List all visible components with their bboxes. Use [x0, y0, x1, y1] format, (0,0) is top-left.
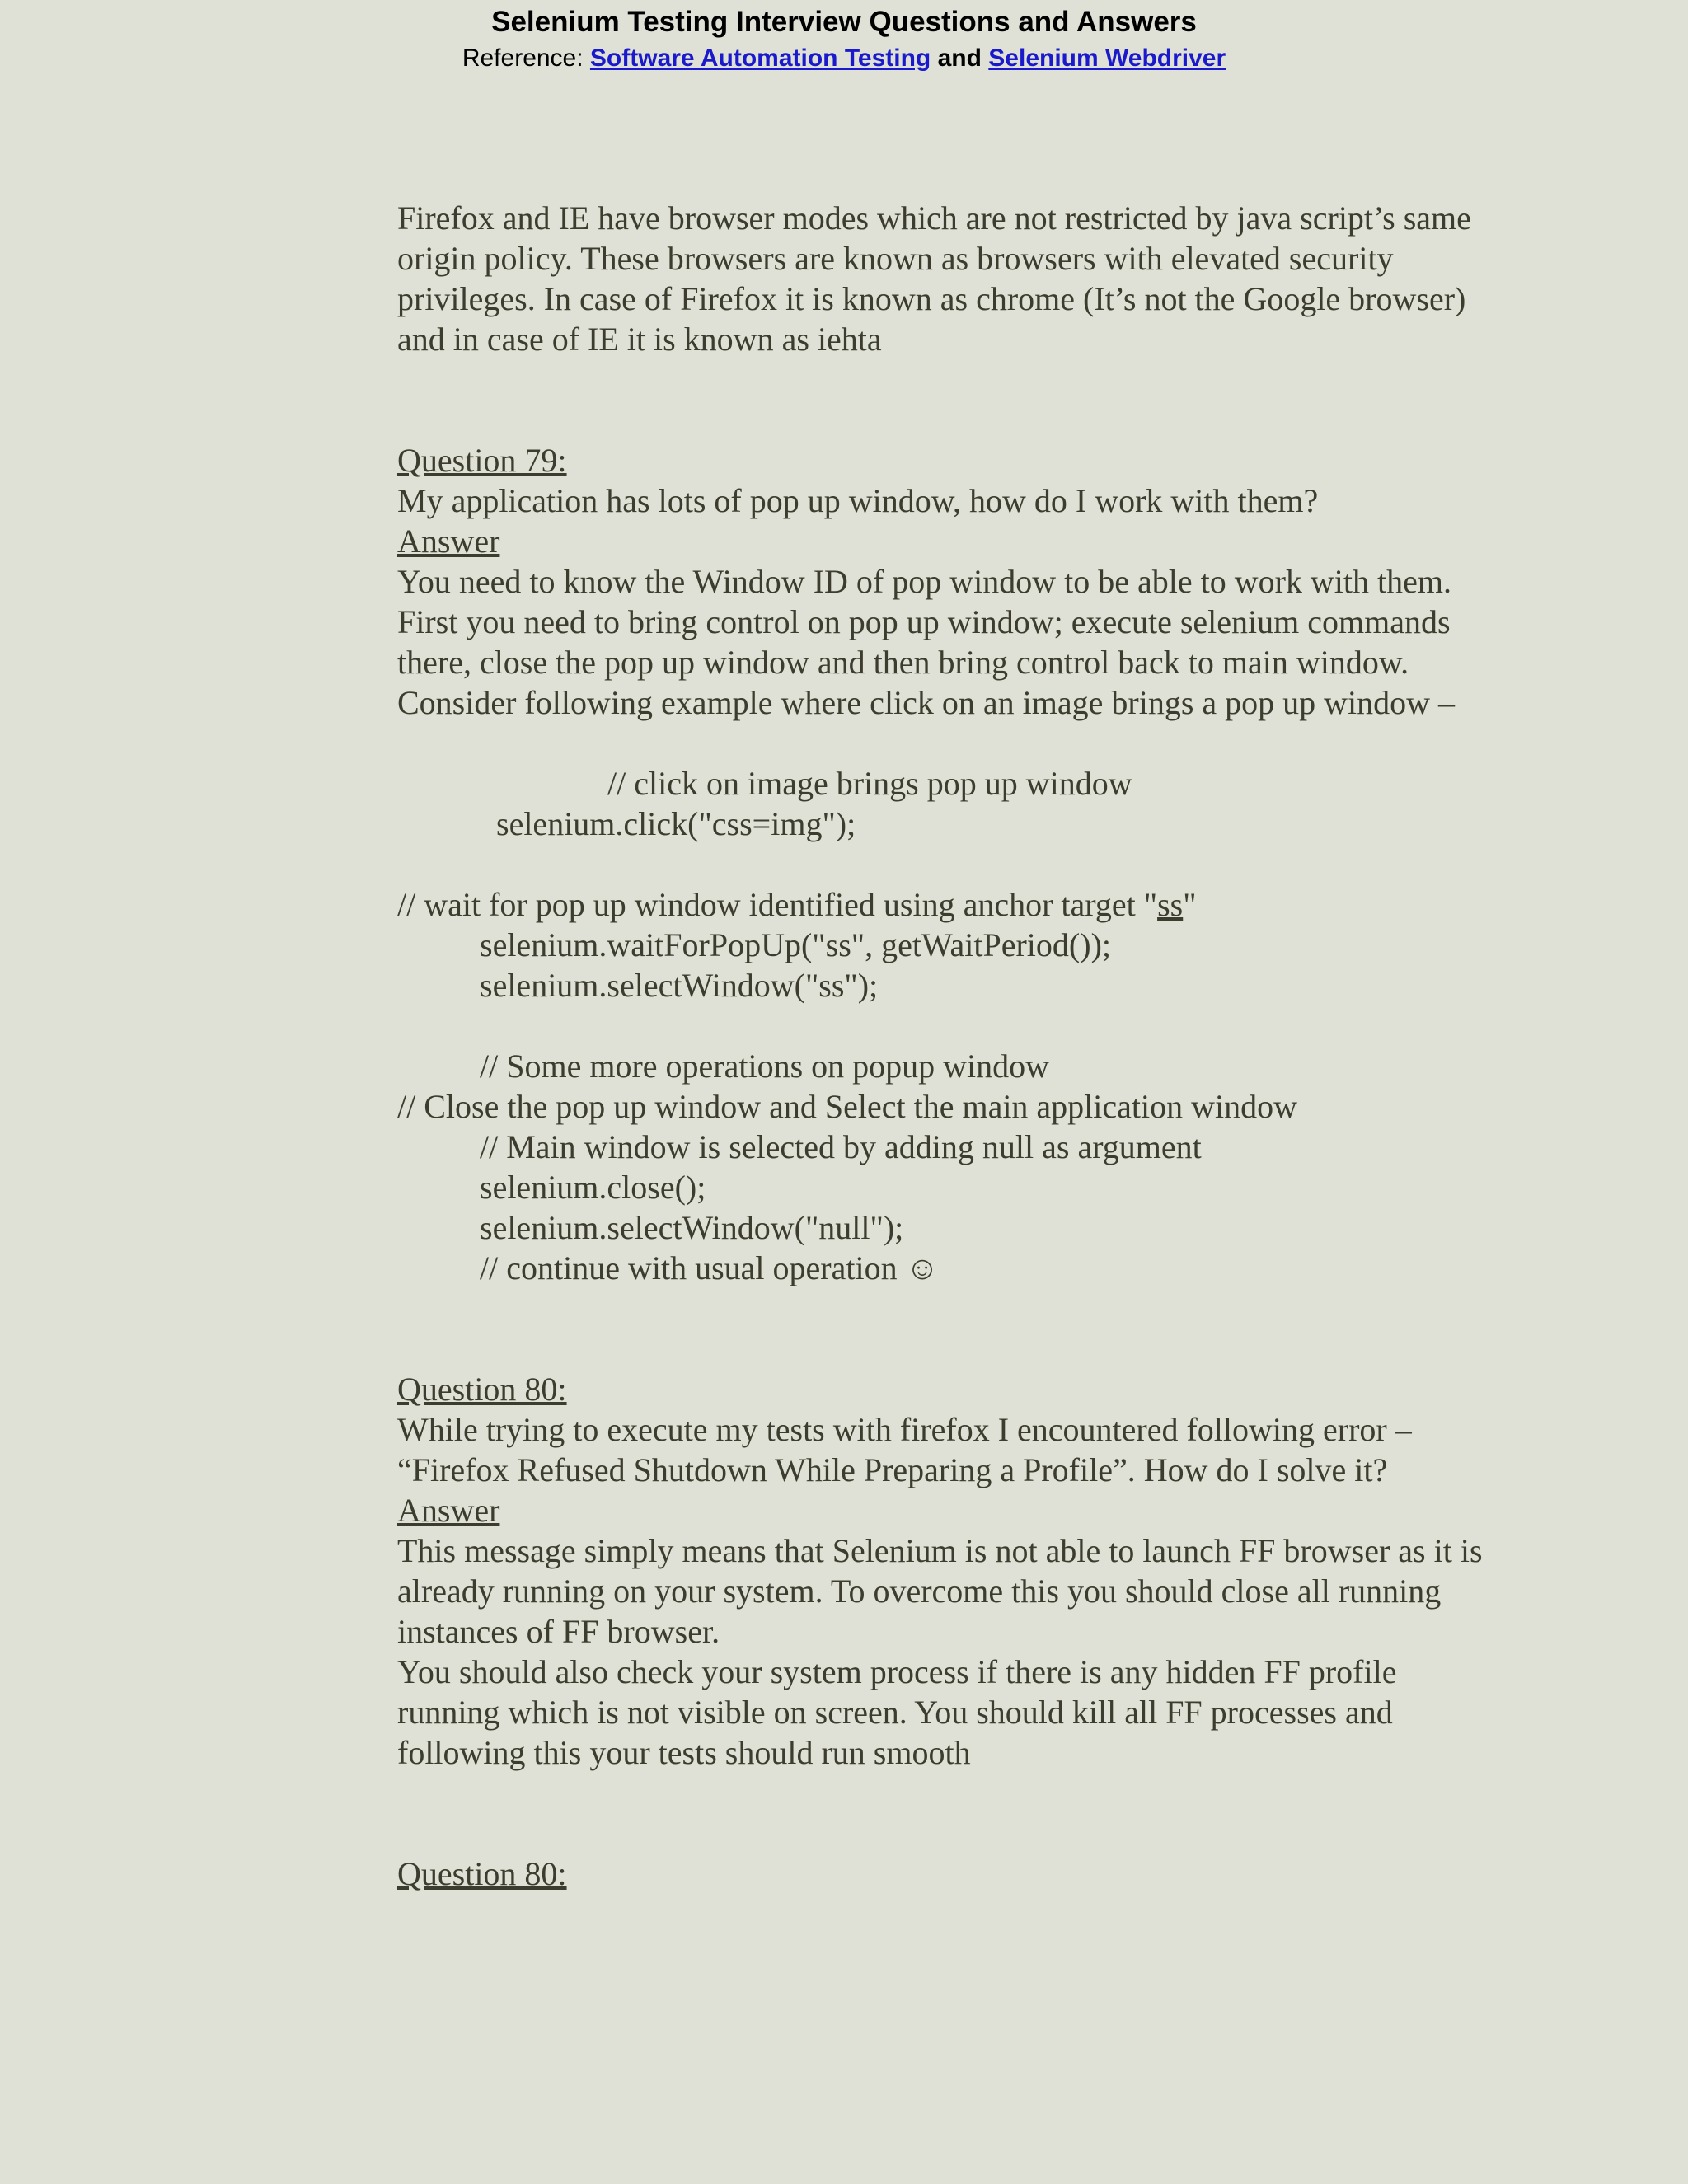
code-line: // Some more operations on popup window: [480, 1047, 1050, 1085]
code-line-prefix: // wait for pop up window identified using anchor target ": [397, 886, 1158, 923]
code-line: selenium.selectWindow("null");: [480, 1209, 904, 1246]
page-header: [0, 3, 1688, 76]
code-line: // Close the pop up window and Select the main application window: [397, 1088, 1298, 1125]
code-line-target: ss: [1157, 886, 1184, 923]
question-79-heading: Question 79:: [397, 442, 567, 479]
question-79-answer-para2: First you need to bring control on pop up window; execute selenium commands there, close the pop up window and then bring control back to main window. Consider following example where click on an image brings a pop up window –: [397, 603, 1456, 721]
code-line: // continue with usual operation ☺: [480, 1249, 940, 1286]
question-80-answer-para1: This message simply means that Selenium is not able to launch FF browser as it is already running on your system. To overcome this you should close all running instances of FF browser.: [397, 1532, 1483, 1650]
question-80b-heading: Question 80:: [397, 1855, 567, 1892]
code-line: selenium.click("css=img");: [496, 805, 856, 842]
reference-line: [0, 41, 1688, 76]
reference-and: and: [937, 45, 982, 72]
code-line: // click on image brings pop up window: [607, 765, 1132, 802]
question-80-answer-para2: You should also check your system process if there is any hidden FF profile running which is not visible on screen. You should kill all FF processes and following this your tests should run smooth: [397, 1653, 1397, 1771]
selenium-webdriver-link[interactable]: Selenium Webdriver: [988, 45, 1226, 72]
question-80-heading: Question 80:: [397, 1371, 567, 1408]
intro-paragraph: Firefox and IE have browser modes which are not restricted by java script’s same origin policy. These browsers are known as browsers with elevated security privileges. In case of Firefox it is known as chrome (It’s not the Google browser) and in case of IE it is known as iehta: [397, 199, 1471, 358]
question-79-answer-para1: You need to know the Window ID of pop window to be able to work with them.: [397, 563, 1452, 600]
code-line: selenium.close();: [480, 1169, 706, 1206]
document-body: [397, 198, 1493, 1894]
code-line: selenium.waitForPopUp("ss", getWaitPeriod());: [480, 926, 1111, 963]
software-automation-testing-link[interactable]: Software Automation Testing: [589, 45, 931, 72]
question-79-text: My application has lots of pop up window, how do I work with them?: [397, 482, 1319, 519]
question-80-text: While trying to execute my tests with firefox I encountered following error – “Firefox Refused Shutdown While Preparing a Profile”. How do I solve it?: [397, 1411, 1412, 1488]
code-line: [397, 884, 1493, 925]
code-line-suffix: ": [1183, 886, 1197, 923]
question-80-answer-label: Answer: [397, 1492, 500, 1529]
code-line: selenium.selectWindow("ss");: [480, 967, 879, 1004]
document-title: Selenium Testing Interview Questions and Answers: [491, 6, 1197, 38]
reference-prefix: Reference:: [462, 45, 584, 72]
code-line: // Main window is selected by adding null as argument: [480, 1128, 1202, 1165]
question-79-answer-label: Answer: [397, 523, 500, 560]
